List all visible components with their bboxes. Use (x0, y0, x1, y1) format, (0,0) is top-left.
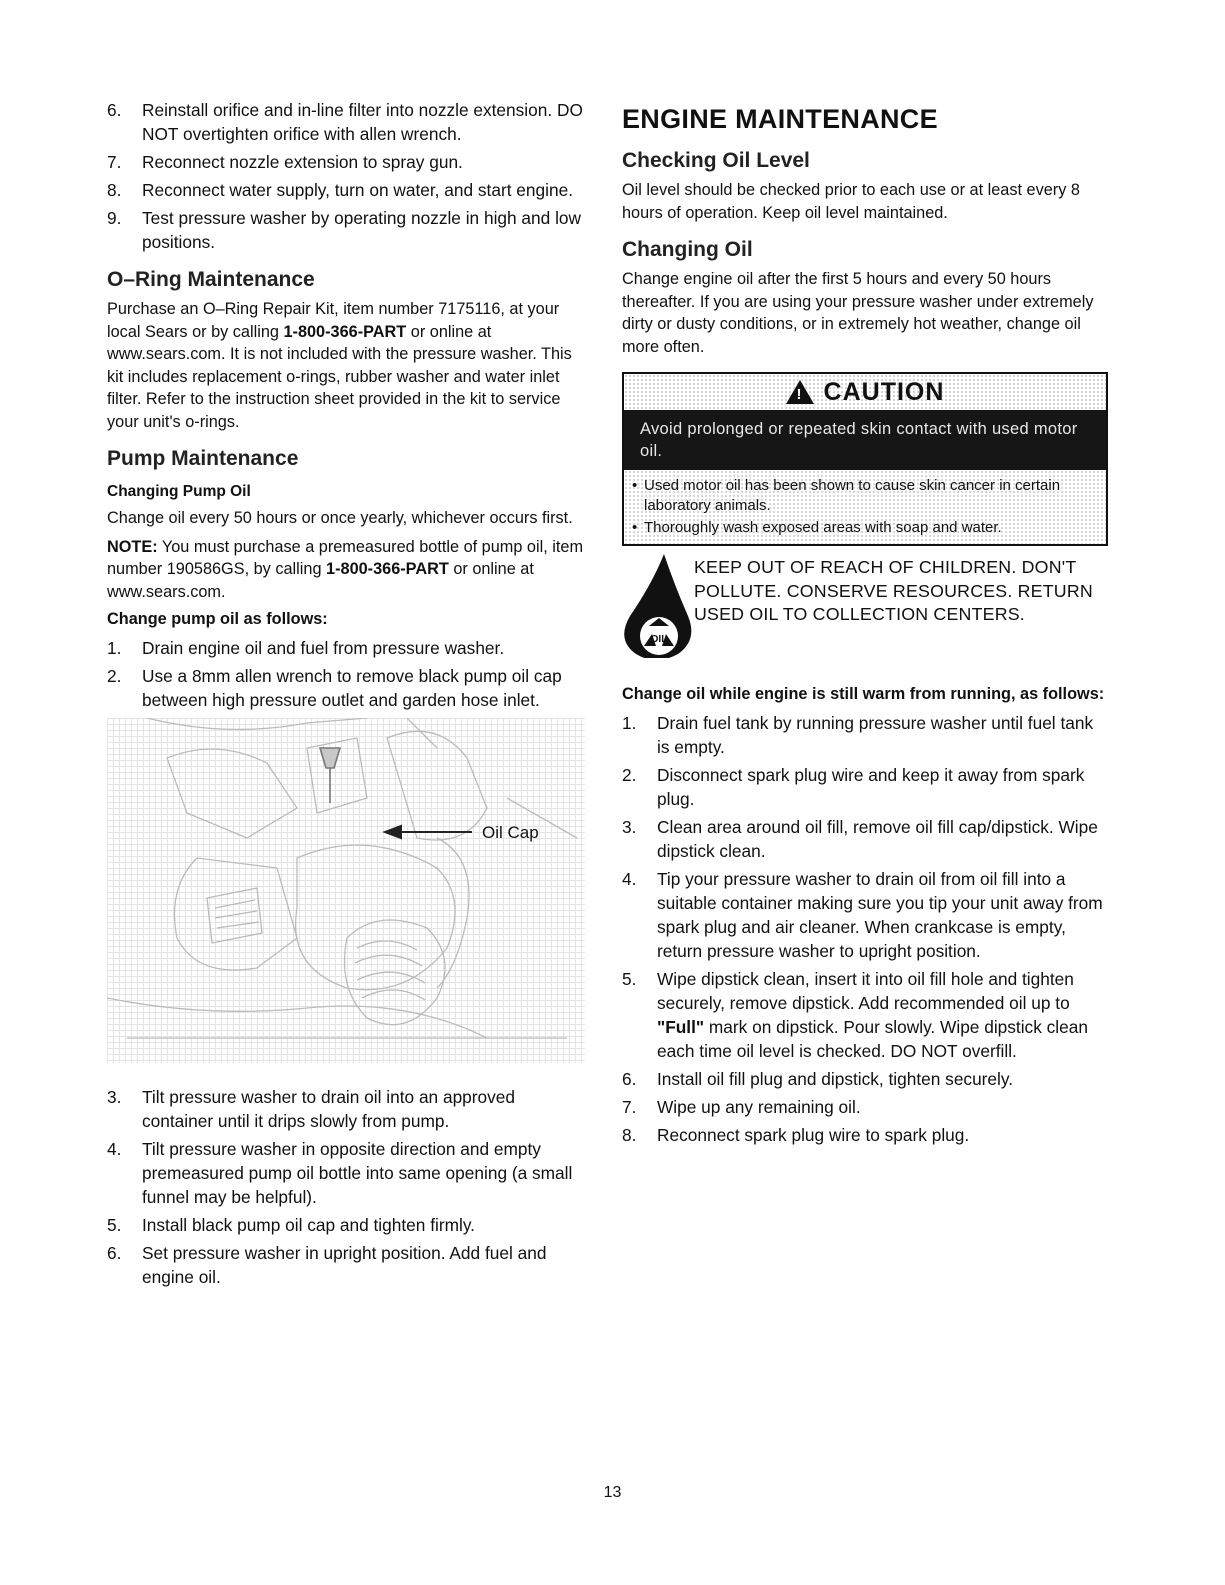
changing-oil-paragraph: Change engine oil after the first 5 hours and every 50 hours thereafter. If you are using your pressure washer under extremely dirty or dusty conditions, or in extremely hot weather, change oil more often. (622, 270, 1094, 356)
list-item: 4. Tip your pressure washer to drain oil from oil fill into a suitable container making sure you tip your unit away from spark plug and air cleaner. When crankcase is empty, return pressure washer to upright position. (622, 869, 1103, 961)
caution-warning: Avoid prolonged or repeated skin contact with used motor oil. (624, 410, 1106, 470)
pump-maintenance-heading: Pump Maintenance (107, 447, 299, 470)
list-item: 8. Reconnect water supply, turn on water, and start engine. (107, 180, 574, 200)
caution-title: CAUTION (823, 377, 945, 406)
list-item: 5. Wipe dipstick clean, insert it into oil fill hole and tighten securely, remove dipstick. Add recommended oil up to "Full" mark on dipstick. Pour slowly. Wipe dipstick clean each time oil level is checked. DO NOT overfill. (622, 969, 1088, 1061)
checking-oil-heading: Checking Oil Level (622, 149, 810, 172)
list-item: 9. Test pressure washer by operating nozzle in high and low positions. (107, 208, 582, 252)
note-paragraph: NOTE: You must purchase a premeasured bottle of pump oil, item number 190586GS, by calling 1-800-366-PART or online at www.sears.com. (107, 537, 584, 601)
right-column (622, 98, 1108, 1151)
svg-text:OIL: OIL (650, 634, 668, 645)
caution-header (624, 374, 1106, 410)
list-item: 7. Wipe up any remaining oil. (622, 1097, 861, 1117)
page-number: 13 (603, 1484, 622, 1501)
list-item: • Thoroughly wash exposed areas with soap and water. (632, 519, 1002, 536)
warning-triangle-icon: ! (786, 380, 814, 404)
oil-change-steps-list (622, 711, 1108, 1147)
pump-oil-cap-illustration (107, 718, 585, 1063)
nozzle-steps-list (107, 98, 589, 254)
engine-maintenance-heading: ENGINE MAINTENANCE (622, 104, 938, 134)
list-item: 1. Drain engine oil and fuel from pressure washer. (107, 638, 505, 658)
change-oil-lead: Change oil while engine is still warm from running, as follows: (622, 685, 1105, 703)
phone-number: 1-800-366-PART (283, 322, 407, 341)
oring-paragraph: Purchase an O–Ring Repair Kit, item number 7175116, at your local Sears or by calling 1-800-366-PART or online at www.sears.com. It is not included with the pressure washer. This kit includes replacement o-rings, rubber washer and water inlet filter. Refer to the instruction sheet provided in the kit to service your unit's o-rings. (107, 300, 572, 431)
oil-drop-recycle-icon (622, 554, 694, 658)
phone-number: 1-800-366-PART (326, 560, 449, 578)
list-item: 1. Drain fuel tank by running pressure washer until fuel tank is empty. (622, 713, 1094, 757)
caution-bullet-list (624, 470, 1106, 544)
changing-pump-oil-heading: Changing Pump Oil (107, 483, 251, 500)
list-item: 2. Use a 8mm allen wrench to remove black pump oil cap between high pressure outlet and garden hose inlet. (107, 666, 562, 710)
list-item: 7. Reconnect nozzle extension to spray gun. (107, 152, 463, 172)
list-item: 8. Reconnect spark plug wire to spark plug. (622, 1125, 970, 1145)
list-item: 3. Clean area around oil fill, remove oil fill cap/dipstick. Wipe dipstick clean. (622, 817, 1098, 861)
caution-box (622, 372, 1108, 546)
note-label: NOTE: (107, 537, 158, 556)
pump-oil-paragraph: Change oil every 50 hours or once yearly, whichever occurs first. (107, 509, 573, 527)
recycle-message: KEEP OUT OF REACH OF CHILDREN. DON'T POLLUTE. CONSERVE RESOURCES. RETURN USED OIL TO COLLECTION CENTERS. (694, 557, 1093, 624)
left-column (107, 98, 589, 1293)
list-item: 5. Install black pump oil cap and tighten firmly. (107, 1215, 475, 1235)
list-item: 6. Install oil fill plug and dipstick, tighten securely. (622, 1069, 1014, 1089)
pump-steps-list (107, 636, 589, 712)
list-item: 4. Tilt pressure washer in opposite direction and empty premeasured pump oil bottle into same opening (a small funnel may be helpful). (107, 1139, 573, 1207)
list-item: 6. Set pressure washer in upright position. Add fuel and engine oil. (107, 1243, 547, 1287)
pump-steps-list-continued (107, 1085, 589, 1289)
list-item: • Used motor oil has been shown to cause skin cancer in certain laboratory animals. (632, 477, 1061, 514)
oil-cap-label: Oil Cap (482, 823, 539, 842)
recycle-notice (622, 554, 1108, 658)
list-item: 6. Reinstall orifice and in-line filter into nozzle extension. DO NOT overtighten orifice with allen wrench. (107, 100, 583, 144)
oring-heading: O–Ring Maintenance (107, 268, 315, 291)
checking-oil-paragraph: Oil level should be checked prior to each use or at least every 8 hours of operation. Keep oil level maintained. (622, 181, 1080, 222)
change-pump-oil-lead: Change pump oil as follows: (107, 610, 328, 628)
changing-oil-heading: Changing Oil (622, 238, 753, 261)
pump-drawing (107, 718, 585, 1063)
list-item: 2. Disconnect spark plug wire and keep it away from spark plug. (622, 765, 1085, 809)
list-item: 3. Tilt pressure washer to drain oil into an approved container until it drips slowly from pump. (107, 1087, 516, 1131)
